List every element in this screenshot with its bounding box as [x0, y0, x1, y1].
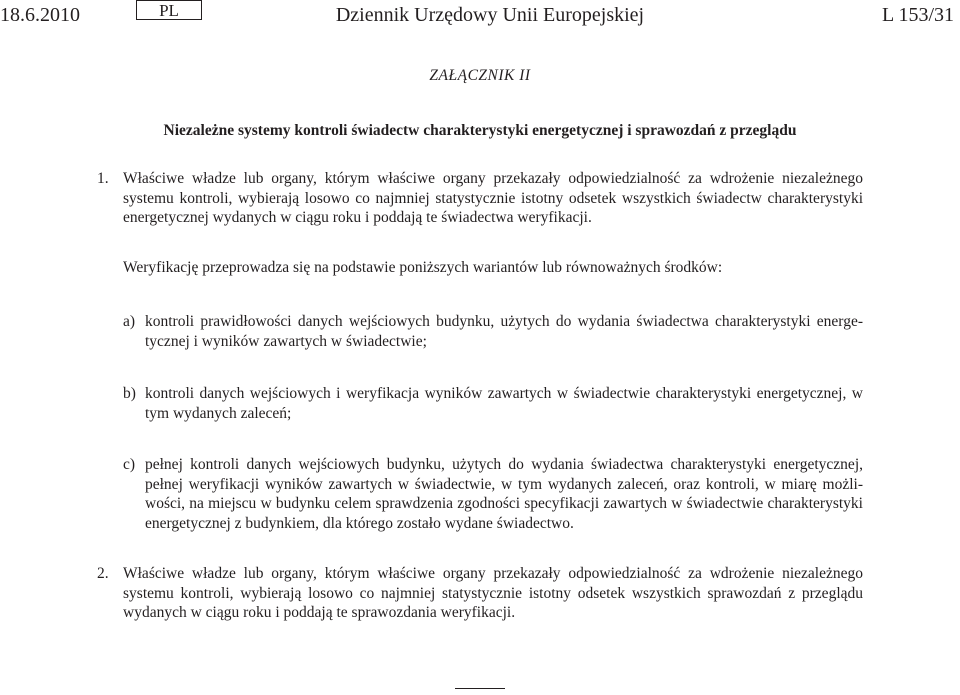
publication-date: 18.6.2010 [0, 4, 80, 26]
section-1-text: Właściwe władze lub organy, którym właściwe organy przekazały odpowiedzialność za wdrożenie niezależnego systemu kontroli, wybierają losowo co najmniej statystycznie istotny odsetek wszystkich świadectw charakterystyki energetycznej wydanych w ciągu roku i poddają te świadectwa weryfikacji. [123, 170, 863, 226]
language-badge: PL [136, 0, 202, 20]
list-item-text: pełnej kontroli danych wejściowych budynku, użytych do wydania świadectwa charakterystyki energetycznej, pełnej weryfikacji wyników zawartych w świadectwie, w tym wydanych zaleceń, oraz kontroli, w miarę możliwości, na miejscu w budynku celem sprawdzenia zgodności specyfikacji zawartych w świadectwie charakterystyki energetycznej z budynkiem, dla którego zostało wydane świadectwo. [145, 456, 863, 532]
list-item-a [123, 312, 863, 351]
page-reference: L 153/31 [881, 4, 954, 26]
annex-title: Niezależne systemy kontroli świadectw charakterystyki energetycznej i sprawozdań z przeglądu [163, 122, 797, 139]
section-2-text: Właściwe władze lub organy, którym właściwe organy przekazały odpowiedzialność za wdrożenie niezależnego systemu kontroli, wybierają losowo co najmniej statystycznie istotny odsetek wszystkich sprawozdań z przeglądu wydanych w ciągu roku i poddają te sprawozdania weryfikacji. [123, 565, 863, 621]
section-1-number: 1. [97, 170, 109, 187]
list-item-label: a) [123, 313, 136, 330]
section-2-number: 2. [97, 565, 109, 582]
list-item-text: kontroli prawidłowości danych wejściowych budynku, użytych do wydania świadectwa charakterystyki energetycznej i wyników zawartych w świadectwie; [145, 313, 863, 350]
list-item-c [123, 455, 863, 533]
list-item-text: kontroli danych wejściowych i weryfikacja wyników zawartych w świadectwie charakterystyki energetycznej, w tym wydanych zaleceń; [145, 385, 863, 422]
journal-title: Dziennik Urzędowy Unii Europejskiej [335, 4, 645, 26]
annex-label: ZAŁĄCZNIK II [429, 67, 531, 84]
list-item-b [123, 384, 863, 423]
footer-rule [455, 688, 505, 689]
list-item-label: b) [123, 385, 136, 402]
section-1-intro: Weryfikację przeprowadza się na podstawie poniższych wariantów lub równoważnych środków: [123, 259, 723, 276]
page-header [0, 0, 960, 40]
list-item-label: c) [123, 456, 136, 473]
